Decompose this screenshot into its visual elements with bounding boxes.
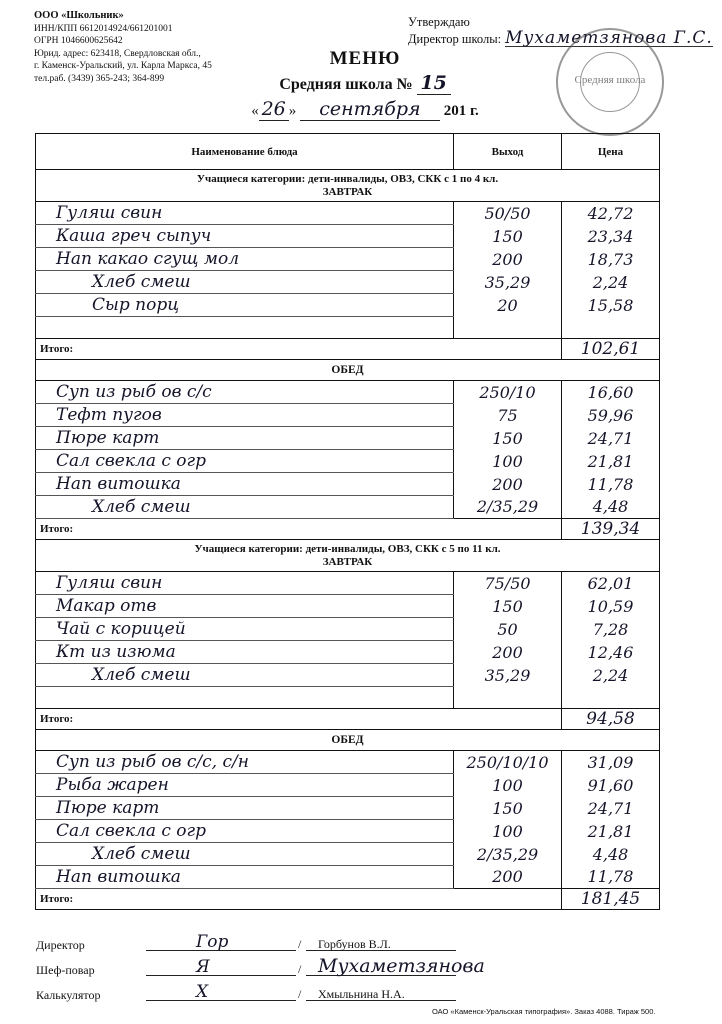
table-row <box>36 496 660 519</box>
total-label: Итого: <box>36 889 562 910</box>
empty-cell <box>454 687 562 709</box>
dish-name: Кт из изюма <box>36 641 454 664</box>
dish-name: Сыр порц <box>36 294 454 317</box>
org-inn: ИНН/КПП 6612014924/661201001 <box>34 23 173 34</box>
org-name: ООО «Школьник» <box>34 10 124 21</box>
signature-role: Директор <box>36 938 85 952</box>
dish-price: 21,81 <box>562 820 660 843</box>
date-month: сентября <box>300 98 440 121</box>
dish-name: Нап витошка <box>36 866 454 889</box>
table-row <box>36 225 660 248</box>
dish-output: 20 <box>454 294 562 317</box>
table-body <box>36 170 660 910</box>
dish-price: 21,81 <box>562 450 660 473</box>
signature-divider: / <box>298 962 302 976</box>
dish-output: 50 <box>454 618 562 641</box>
table-row <box>36 595 660 618</box>
category-cell <box>36 540 660 572</box>
dish-output: 150 <box>454 427 562 450</box>
school-number: 15 <box>417 72 451 95</box>
dish-name: Пюре карт <box>36 427 454 450</box>
category-text: Учащиеся категории: дети-инвалиды, ОВЗ, СКК с 5 по 11 кл. <box>194 542 501 555</box>
dish-output: 35,29 <box>454 664 562 687</box>
table-row <box>36 797 660 820</box>
dish-output: 50/50 <box>454 202 562 225</box>
dish-name: Каша греч сыпуч <box>36 225 454 248</box>
total-row <box>36 519 660 540</box>
school-label: Средняя школа № <box>279 76 413 93</box>
dish-price: 12,46 <box>562 641 660 664</box>
signer-name: Мухаметзянова <box>318 955 485 977</box>
section-row <box>36 360 660 381</box>
signature-role: Шеф-повар <box>36 963 95 977</box>
dish-name: Пюре карт <box>36 797 454 820</box>
menu-table <box>35 133 660 910</box>
approval-block <box>408 14 713 47</box>
empty-cell <box>454 317 562 339</box>
dish-name: Хлеб смеш <box>36 271 454 294</box>
table-row <box>36 843 660 866</box>
dish-price: 42,72 <box>562 202 660 225</box>
total-value: 139,34 <box>562 519 660 540</box>
signature-divider: / <box>298 937 302 951</box>
org-address-line-1: Юрид. адрес: 623418, Свердловская обл., <box>34 48 201 59</box>
empty-cell <box>562 687 660 709</box>
dish-name: Гуляш свин <box>36 202 454 225</box>
dish-output: 100 <box>454 820 562 843</box>
total-label: Итого: <box>36 519 562 540</box>
director-signature: Мухаметзянова Г.С. <box>505 28 713 48</box>
dish-price: 59,96 <box>562 404 660 427</box>
table-row <box>36 248 660 271</box>
dish-name: Хлеб смеш <box>36 664 454 687</box>
empty-cell <box>36 317 454 339</box>
signatures-block <box>36 934 496 1009</box>
signer-name: Хмыльнина Н.А. <box>318 987 405 1001</box>
dish-price: 11,78 <box>562 866 660 889</box>
breakfast-title: ЗАВТРАК <box>322 555 373 568</box>
signature-mark: Гор <box>196 932 229 952</box>
dish-price: 4,48 <box>562 496 660 519</box>
signature-row <box>36 984 496 1009</box>
dish-price: 2,24 <box>562 271 660 294</box>
category-row <box>36 540 660 572</box>
dish-output: 150 <box>454 595 562 618</box>
dish-price: 7,28 <box>562 618 660 641</box>
table-row <box>36 751 660 774</box>
total-row <box>36 889 660 910</box>
date-day: 26 <box>259 98 289 121</box>
dish-name: Хлеб смеш <box>36 843 454 866</box>
dish-output: 2/35,29 <box>454 496 562 519</box>
director-label: Директор школы: <box>408 32 502 46</box>
date-line: « 26 » сентября 201 г. <box>251 98 479 120</box>
dish-price: 23,34 <box>562 225 660 248</box>
table-row <box>36 427 660 450</box>
empty-row <box>36 687 660 709</box>
lunch-title: ОБЕД <box>36 730 660 751</box>
dish-name: Тефт пугов <box>36 404 454 427</box>
dish-name: Нап витошка <box>36 473 454 496</box>
dish-output: 150 <box>454 225 562 248</box>
total-label: Итого: <box>36 339 562 360</box>
signature-row <box>36 955 496 984</box>
dish-name: Суп из рыб ов с/с <box>36 381 454 404</box>
signature-line <box>146 975 296 976</box>
table-row <box>36 618 660 641</box>
dish-name: Рыба жарен <box>36 774 454 797</box>
dish-price: 62,01 <box>562 572 660 595</box>
dish-name: Сал свекла с огр <box>36 450 454 473</box>
dish-output: 2/35,29 <box>454 843 562 866</box>
signature-mark: Я <box>196 957 210 977</box>
page-title: МЕНЮ <box>329 48 401 69</box>
org-address-line-2: г. Каменск-Уральский, ул. Карла Маркса, 45 <box>34 61 212 72</box>
dish-price: 2,24 <box>562 664 660 687</box>
dish-output: 250/10/10 <box>454 751 562 774</box>
section-row <box>36 730 660 751</box>
dish-output: 75 <box>454 404 562 427</box>
dish-output: 35,29 <box>454 271 562 294</box>
dish-output: 100 <box>454 450 562 473</box>
dish-output: 200 <box>454 248 562 271</box>
col-header-name: Наименование блюда <box>36 134 454 170</box>
dish-name: Гуляш свин <box>36 572 454 595</box>
table-row <box>36 271 660 294</box>
table-row <box>36 381 660 404</box>
breakfast-title: ЗАВТРАК <box>322 185 373 198</box>
school-line <box>200 72 530 95</box>
dish-name: Чай с корицей <box>36 618 454 641</box>
table-row <box>36 572 660 595</box>
signer-name: Горбунов В.Л. <box>318 937 391 951</box>
category-row <box>36 170 660 202</box>
dish-output: 200 <box>454 866 562 889</box>
total-row <box>36 709 660 730</box>
dish-output: 100 <box>454 774 562 797</box>
dish-price: 91,60 <box>562 774 660 797</box>
total-value: 102,61 <box>562 339 660 360</box>
dish-price: 31,09 <box>562 751 660 774</box>
signature-divider: / <box>298 987 302 1001</box>
empty-row <box>36 317 660 339</box>
table-row <box>36 202 660 225</box>
table-row <box>36 404 660 427</box>
stamp-text: Средняя школа <box>574 74 646 86</box>
signature-role: Калькулятор <box>36 988 101 1002</box>
dish-name: Суп из рыб ов с/с, с/н <box>36 751 454 774</box>
empty-cell <box>562 317 660 339</box>
table-row <box>36 664 660 687</box>
category-text: Учащиеся категории: дети-инвалиды, ОВЗ, СКК с 1 по 4 кл. <box>196 172 499 185</box>
dish-price: 15,58 <box>562 294 660 317</box>
category-cell <box>36 170 660 202</box>
dish-price: 11,78 <box>562 473 660 496</box>
table-row <box>36 641 660 664</box>
total-row <box>36 339 660 360</box>
round-stamp-icon <box>556 28 664 136</box>
table-row <box>36 450 660 473</box>
table-row <box>36 473 660 496</box>
total-value: 94,58 <box>562 709 660 730</box>
table-row <box>36 774 660 797</box>
table-row <box>36 294 660 317</box>
signature-mark: Х <box>196 982 209 1002</box>
dish-name: Макар отв <box>36 595 454 618</box>
dish-price: 18,73 <box>562 248 660 271</box>
approve-label: Утверждаю <box>408 15 470 29</box>
dish-output: 200 <box>454 473 562 496</box>
org-ogrn: ОГРН 1046600625642 <box>34 36 123 47</box>
menu-header <box>200 48 530 121</box>
table-row <box>36 866 660 889</box>
date-year: 201 г. <box>443 103 479 119</box>
total-label: Итого: <box>36 709 562 730</box>
org-phone: тел.раб. (3439) 365-243; 364-899 <box>34 73 165 84</box>
dish-name: Хлеб смеш <box>36 496 454 519</box>
total-value: 181,45 <box>562 889 660 910</box>
dish-name: Нап какао сгущ мол <box>36 248 454 271</box>
dish-output: 250/10 <box>454 381 562 404</box>
dish-output: 75/50 <box>454 572 562 595</box>
dish-output: 150 <box>454 797 562 820</box>
signature-line <box>146 1000 296 1001</box>
table-header-row <box>36 134 660 170</box>
col-header-price: Цена <box>562 134 660 170</box>
dish-price: 24,71 <box>562 427 660 450</box>
empty-cell <box>36 687 454 709</box>
dish-price: 10,59 <box>562 595 660 618</box>
dish-price: 4,48 <box>562 843 660 866</box>
table-row <box>36 820 660 843</box>
dish-price: 16,60 <box>562 381 660 404</box>
printer-info: ОАО «Каменск-Уральская типография». Заказ 4088. Тираж 500. <box>432 1007 656 1016</box>
col-header-output: Выход <box>454 134 562 170</box>
lunch-title: ОБЕД <box>36 360 660 381</box>
dish-price: 24,71 <box>562 797 660 820</box>
dish-output: 200 <box>454 641 562 664</box>
dish-name: Сал свекла с огр <box>36 820 454 843</box>
